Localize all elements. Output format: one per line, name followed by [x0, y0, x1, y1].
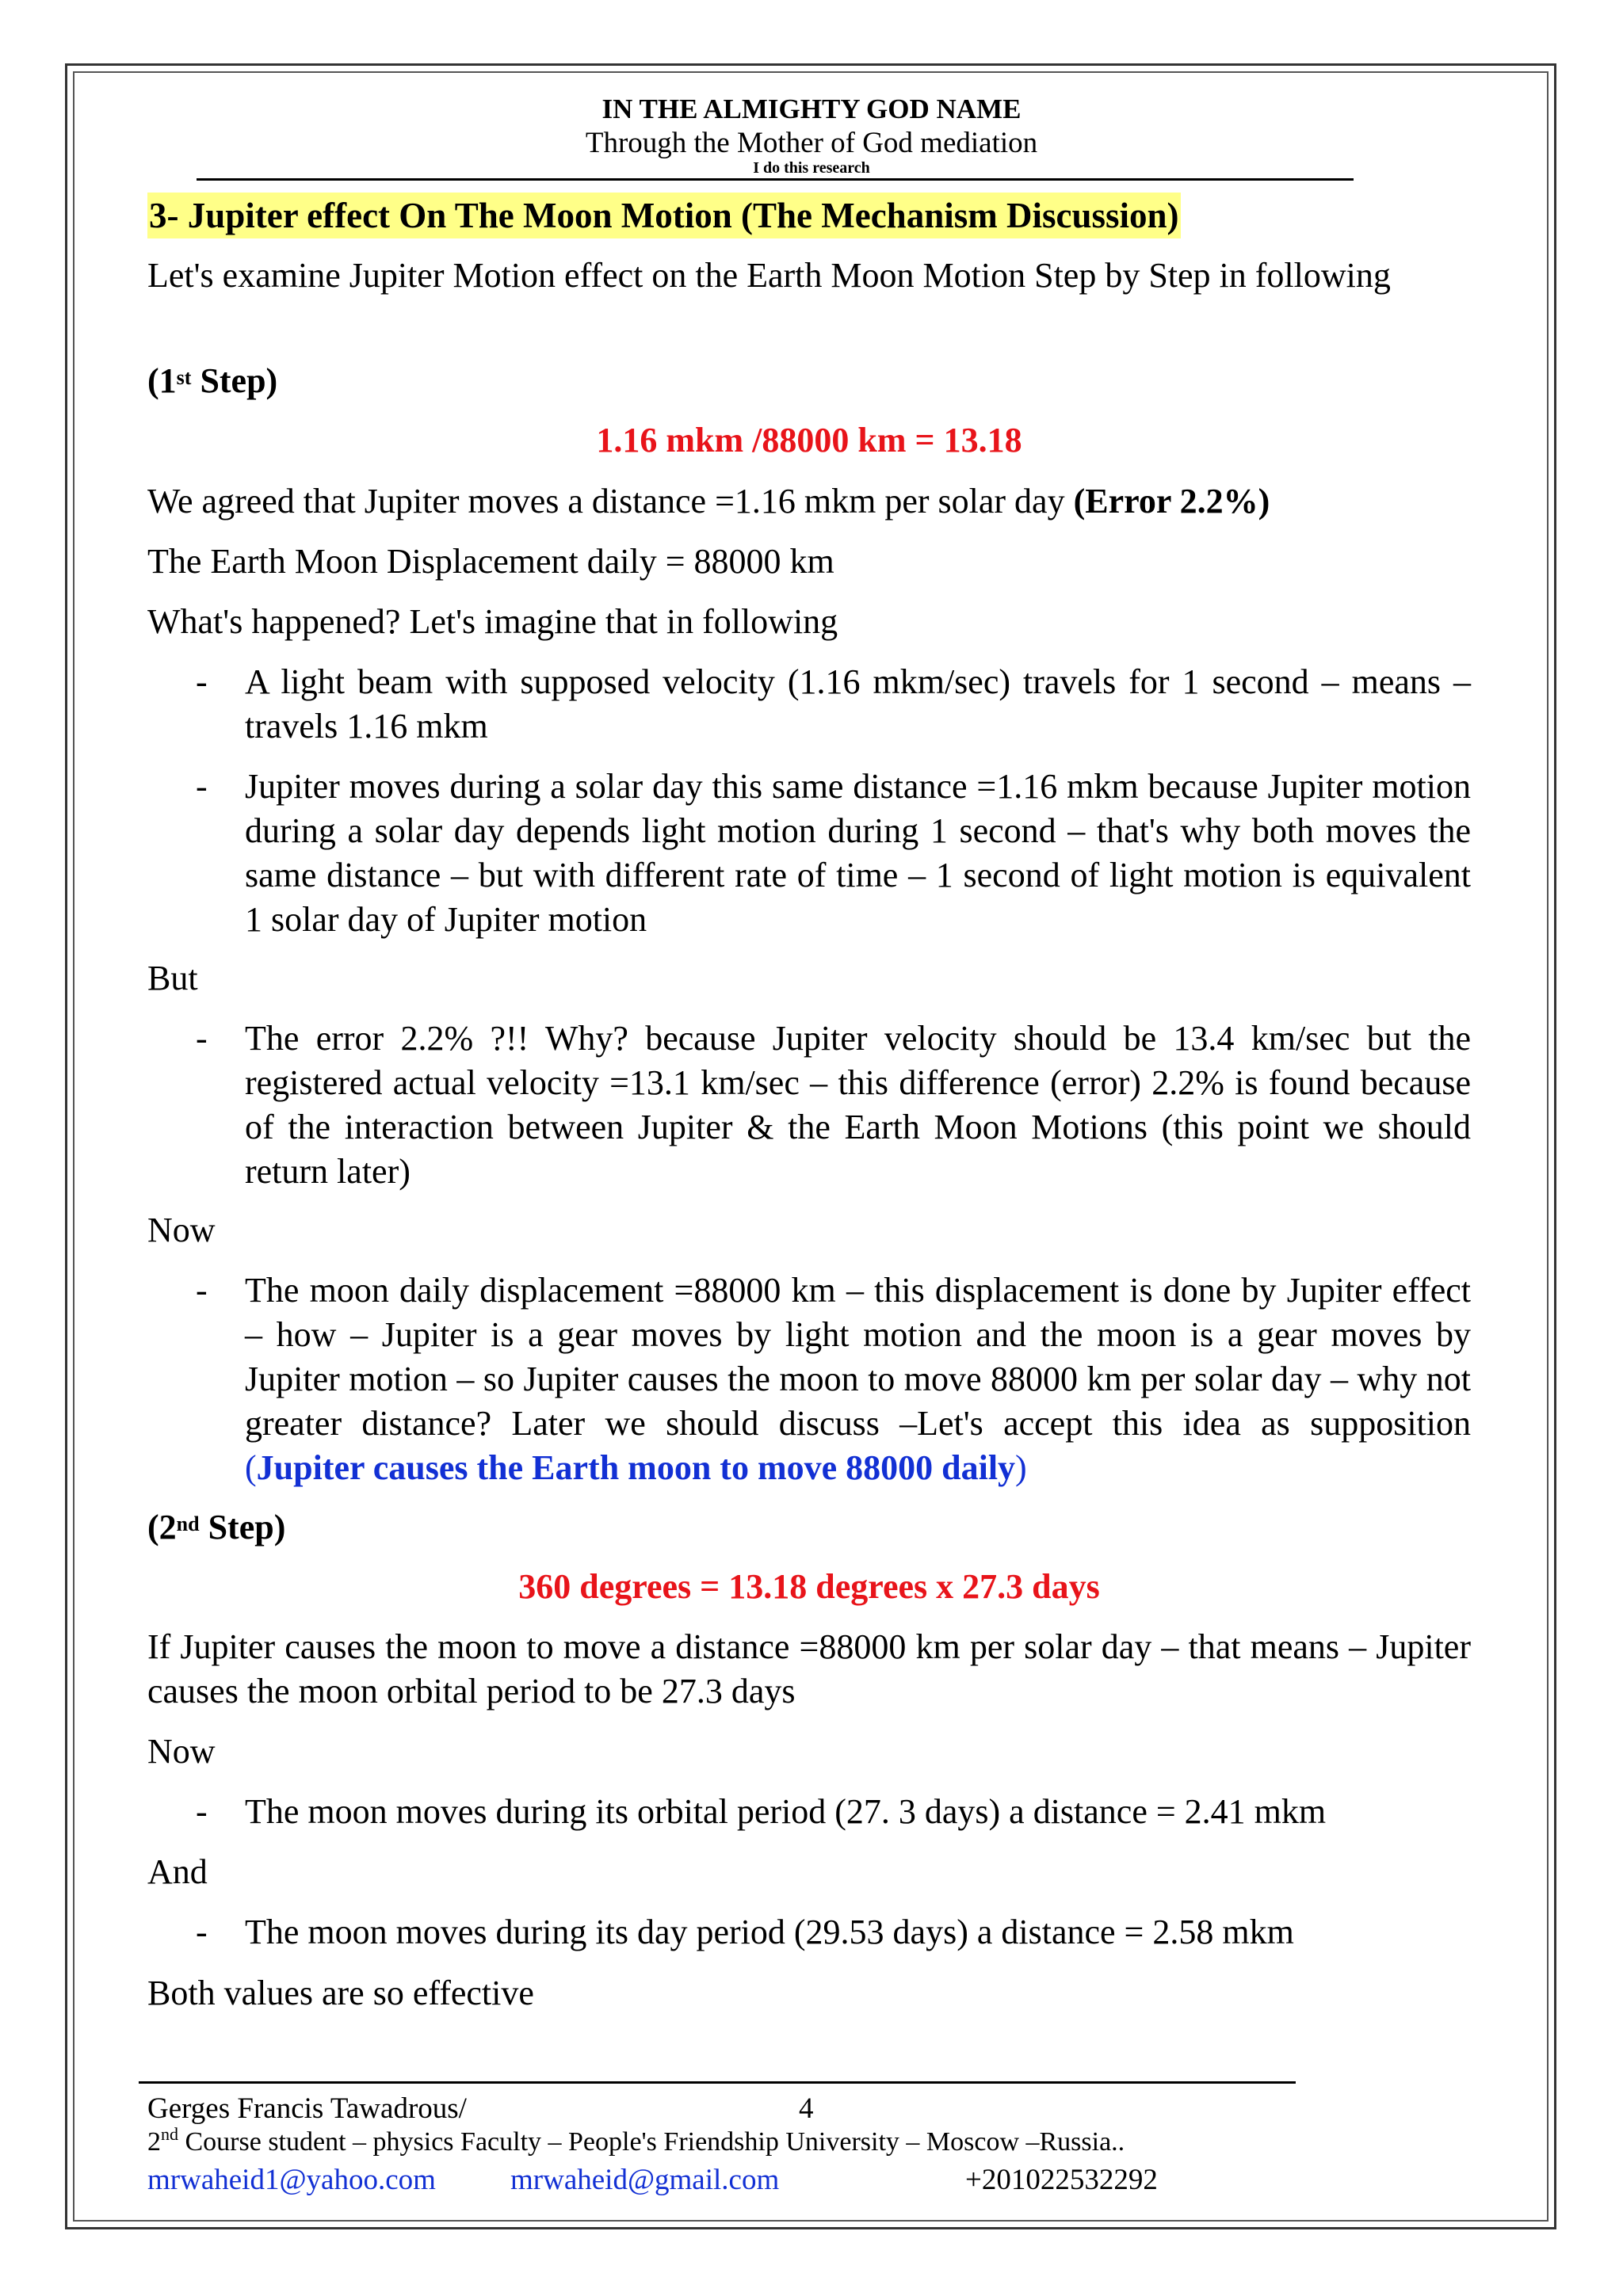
step1-now: Now [147, 1211, 216, 1249]
step2-heading: (2nd Step) [147, 1508, 286, 1547]
step2-now: Now [147, 1732, 216, 1771]
step2-bullet-1: The moon moves during its orbital period (27. 3 days) a distance = 2.41 mkm [245, 1792, 1327, 1831]
step1-line2: The Earth Moon Displacement daily = 88000 km [147, 542, 834, 581]
step1-heading: (1st Step) [147, 361, 278, 400]
bullet-marker: - [196, 767, 208, 806]
footer-email-2[interactable]: mrwaheid@gmail.com [510, 2164, 780, 2196]
intro-paragraph: Let's examine Jupiter Motion effect on the Earth Moon Motion Step by Step in following [147, 256, 1391, 295]
step1-line1: We agreed that Jupiter moves a distance =1.16 mkm per solar day (Error 2.2%) [147, 482, 1270, 521]
bullet-marker: - [196, 1019, 208, 1058]
step1-equation: 1.16 mkm /88000 km = 13.18 [596, 421, 1022, 460]
step1-bullet-4: The moon daily displacement =88000 km – this displacement is done by Jupiter effect – how – Jupiter is a gear moves by light motion and the moon is a gear moves by Jupiter motion – so Jupiter causes the moon to move 88000 km per solar day – why not greater distance? Later we should discuss –Let's accept this idea as supposition (Jupiter causes the Earth moon to move 88000 daily) [245, 1271, 1471, 1487]
header-subtitle: Through the Mother of God mediation [585, 127, 1038, 159]
bullet-marker: - [196, 1271, 208, 1310]
step2-and: And [147, 1852, 208, 1891]
bullet-marker: - [196, 1913, 208, 1951]
step2-equation: 360 degrees = 13.18 degrees x 27.3 days [518, 1567, 1100, 1606]
step2-bullet-2: The moon moves during its day period (29.53 days) a distance = 2.58 mkm [245, 1913, 1294, 1951]
footer-phone: +201022532292 [965, 2164, 1158, 2196]
step1-bullet-3: The error 2.2% ?!! Why? because Jupiter velocity should be 13.4 km/sec but the registered actual velocity =13.1 km/sec – this difference (error) 2.2% is found because of the interaction between Jupiter & the Earth Moon Motions (this point we should return later) [245, 1019, 1471, 1191]
footer-email-1[interactable]: mrwaheid1@yahoo.com [147, 2164, 436, 2196]
footer-rule [139, 2081, 1296, 2084]
section-title: 3- Jupiter effect On The Moon Motion (The Mechanism Discussion) [147, 193, 1181, 238]
bullet-marker: - [196, 1792, 208, 1831]
header-title: IN THE ALMIGHTY GOD NAME [601, 93, 1022, 124]
step1-line3: What's happened? Let's imagine that in following [147, 602, 838, 641]
bullet-marker: - [196, 662, 208, 701]
header-note: I do this research [753, 159, 870, 177]
step2-closing: Both values are so effective [147, 1974, 534, 2012]
step1-bullet-2: Jupiter moves during a solar day this same distance =1.16 mkm because Jupiter motion during a solar day depends light motion during 1 second – that's why both moves the same distance – but with different rate of time – 1 second of light motion is equivalent 1 solar day of Jupiter motion [245, 767, 1471, 939]
page-number: 4 [799, 2092, 814, 2125]
footer-author: Gerges Francis Tawadrous/ [147, 2092, 467, 2125]
step2-paragraph: If Jupiter causes the moon to move a distance =88000 km per solar day – that means – Jupiter causes the moon orbital period to be 27.3 days [147, 1627, 1471, 1711]
header-rule [197, 178, 1354, 181]
step1-bullet-1: A light beam with supposed velocity (1.16 mkm/sec) travels for 1 second – means – travels 1.16 mkm [245, 662, 1471, 746]
footer-course: 2nd Course student – physics Faculty – People's Friendship University – Moscow –Russia.. [147, 2124, 1125, 2157]
step1-but: But [147, 959, 198, 997]
